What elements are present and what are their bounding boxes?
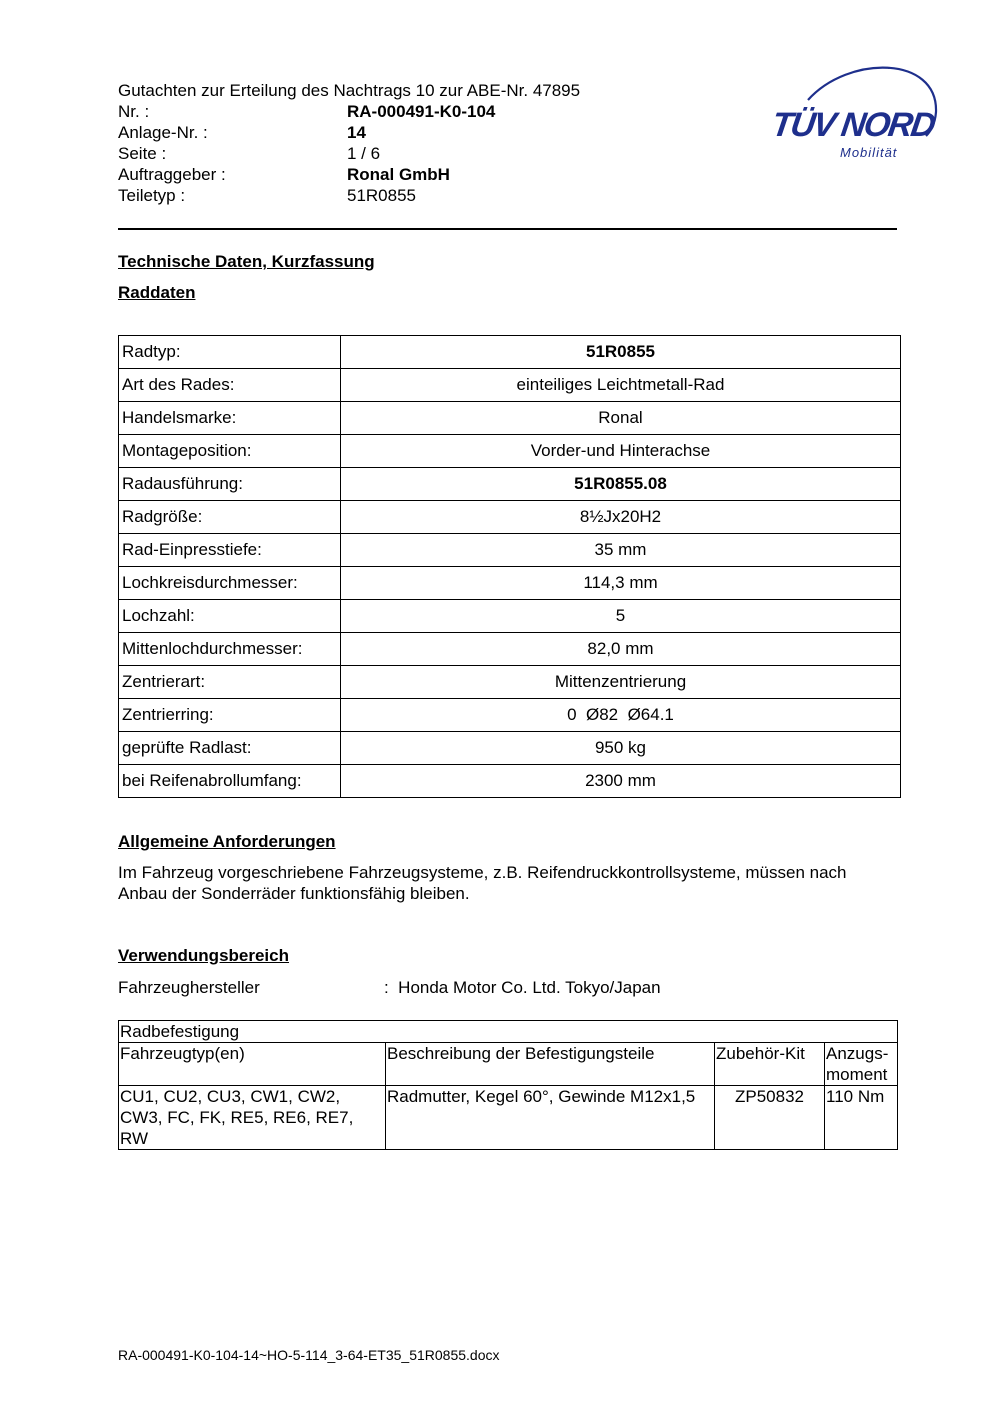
table-title: Radbefestigung [119,1021,898,1043]
table-row [119,534,901,567]
row-label: Montageposition: [119,435,341,468]
table-row [119,666,901,699]
header-description: Beschreibung der Befestigungsteile [386,1043,715,1086]
row-value: 8½Jx20H2 [341,501,901,534]
allgemein-heading: Allgemeine Anforderungen [118,832,336,851]
part-type: 51R0855 [347,186,417,205]
anlage-number: 14 [347,123,366,142]
page-number: 1 / 6 [347,144,381,163]
row-value: 35 mm [341,534,901,567]
header-vehicle-types: Fahrzeugtyp(en) [119,1043,386,1086]
logo-subtitle: Mobilität [840,145,898,160]
row-value: 950 kg [341,732,901,765]
table-header-row [119,1043,898,1086]
logo-brand: TÜV NORD [769,106,937,144]
header-torque: Anzugs-moment [825,1043,898,1086]
row-value: 2300 mm [341,765,901,798]
header-label: Teiletyp : [118,186,186,205]
row-label: Rad-Einpresstiefe: [119,534,341,567]
row-value: 5 [341,600,901,633]
vehicle-types: CU1, CU2, CU3, CW1, CW2, CW3, FC, FK, RE5, RE6, RE7, RW [119,1086,386,1150]
row-label: Art des Rades: [119,369,341,402]
accessory-kit: ZP50832 [715,1086,825,1150]
table-row [119,765,901,798]
header-row-nr [118,101,580,122]
report-number: RA-000491-K0-104 [347,102,496,121]
table-row [119,501,901,534]
radbefestigung-table [118,1020,898,1150]
header-row-teiletyp [118,185,580,206]
row-label: Radtyp: [119,336,341,369]
row-value: Ronal [341,402,901,435]
table-row [119,336,901,369]
table-row [119,567,901,600]
header-row-anlage [118,122,580,143]
header-accessory-kit: Zubehör-Kit [715,1043,825,1086]
tuv-nord-logo [768,60,948,164]
row-value: 0 Ø82 Ø64.1 [341,699,901,732]
table-title-row [119,1021,898,1043]
manufacturer-label: Fahrzeughersteller [118,978,260,997]
row-label: Radgröße: [119,501,341,534]
row-label: Radausführung: [119,468,341,501]
report-title: Gutachten zur Erteilung des Nachtrags 10 zur ABE-Nr. 47895 [118,81,581,100]
table-row [119,369,901,402]
row-value: 51R0855.08 [341,468,901,501]
row-value: einteiliges Leichtmetall-Rad [341,369,901,402]
header-row-seite [118,143,580,164]
torque-value: 110 Nm [825,1086,898,1150]
row-label: geprüfte Radlast: [119,732,341,765]
row-label: Lochzahl: [119,600,341,633]
table-row [119,435,901,468]
table-row [119,1086,898,1150]
row-label: bei Reifenabrollumfang: [119,765,341,798]
table-row [119,468,901,501]
allgemein-text: Im Fahrzeug vorgeschriebene Fahrzeugsysteme, z.B. Reifendruckkontrollsysteme, müssen nach Anbau der Sonderräder funktionsfähig bleiben. [118,863,847,903]
table-row [119,732,901,765]
row-label: Lochkreisdurchmesser: [119,567,341,600]
header-row-auftraggeber [118,164,580,185]
footer-filename: RA-000491-K0-104-14~HO-5-114_3-64-ET35_51R0855.docx [118,1347,500,1363]
table-row [119,633,901,666]
manufacturer-row [118,978,661,998]
header-divider [118,228,897,230]
row-label: Zentrierart: [119,666,341,699]
row-value: 114,3 mm [341,567,901,600]
verwendung-heading: Verwendungsbereich [118,946,289,965]
manufacturer-value: : Honda Motor Co. Ltd. Tokyo/Japan [384,978,661,997]
header-label: Auftraggeber : [118,165,226,184]
row-label: Handelsmarke: [119,402,341,435]
row-label: Mittenlochdurchmesser: [119,633,341,666]
header-label: Seite : [118,144,167,163]
client-name: Ronal GmbH [347,165,450,184]
header-label: Anlage-Nr. : [118,123,208,142]
raddaten-table [118,335,901,798]
row-label: Zentrierring: [119,699,341,732]
row-value: 51R0855 [341,336,901,369]
raddaten-heading: Raddaten [118,283,196,302]
section-title: Technische Daten, Kurzfassung [118,252,375,271]
document-header [118,80,580,206]
row-value: 82,0 mm [341,633,901,666]
row-value: Vorder-und Hinterachse [341,435,901,468]
fastener-description: Radmutter, Kegel 60°, Gewinde M12x1,5 [386,1086,715,1150]
row-value: Mittenzentrierung [341,666,901,699]
table-row [119,699,901,732]
table-row [119,600,901,633]
table-row [119,402,901,435]
header-label: Nr. : [118,102,150,121]
